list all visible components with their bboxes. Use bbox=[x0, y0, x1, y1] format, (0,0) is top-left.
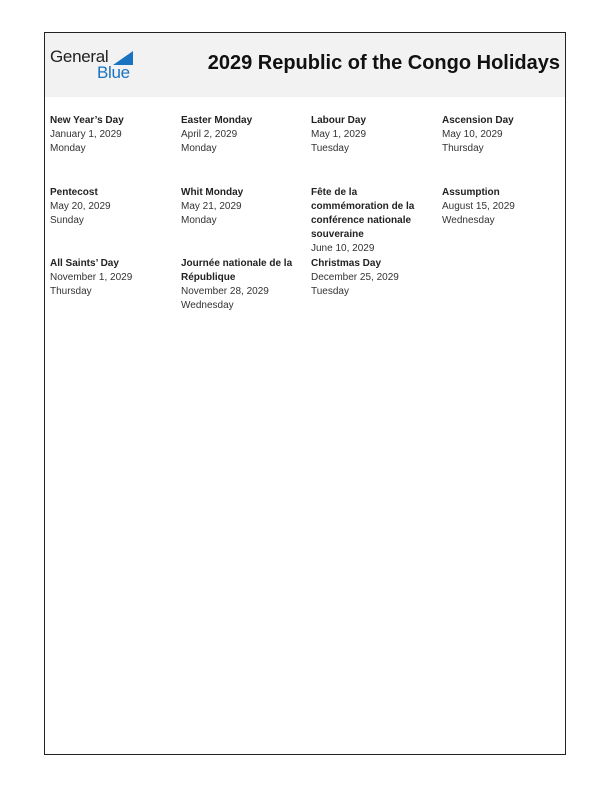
holiday-item bbox=[311, 257, 435, 299]
holiday-weekday: Sunday bbox=[50, 215, 84, 226]
holiday-name: New Year’s Day bbox=[50, 115, 124, 126]
holiday-name: Christmas Day bbox=[311, 258, 382, 269]
holiday-name: All Saints’ Day bbox=[50, 258, 119, 269]
holiday-weekday: Thursday bbox=[50, 286, 92, 297]
holiday-weekday: Tuesday bbox=[311, 143, 349, 154]
holiday-weekday: Wednesday bbox=[442, 215, 495, 226]
holiday-date: May 10, 2029 bbox=[442, 129, 503, 140]
holiday-name: Labour Day bbox=[311, 115, 367, 126]
holiday-date: November 28, 2029 bbox=[181, 286, 269, 297]
holiday-weekday: Monday bbox=[181, 215, 217, 226]
holiday-name: Ascension Day bbox=[442, 115, 514, 126]
holiday-date: January 1, 2029 bbox=[50, 129, 122, 140]
holiday-date: April 2, 2029 bbox=[181, 129, 238, 140]
page-frame bbox=[44, 32, 566, 755]
holiday-item bbox=[442, 114, 566, 156]
holiday-weekday: Wednesday bbox=[181, 300, 234, 311]
holiday-date: May 21, 2029 bbox=[181, 201, 242, 212]
holiday-date: June 10, 2029 bbox=[311, 243, 375, 254]
holiday-name: Journée nationale de la République bbox=[181, 258, 293, 283]
holiday-date: May 1, 2029 bbox=[311, 129, 367, 140]
holiday-name: Whit Monday bbox=[181, 187, 244, 198]
holiday-weekday: Monday bbox=[181, 143, 217, 154]
generalblue-logo bbox=[50, 47, 140, 83]
holiday-item bbox=[442, 186, 566, 228]
holiday-weekday: Tuesday bbox=[311, 286, 349, 297]
holiday-weekday: Monday bbox=[50, 143, 86, 154]
holiday-item bbox=[50, 114, 174, 156]
holiday-item bbox=[181, 114, 305, 156]
holiday-item bbox=[181, 186, 305, 228]
holiday-weekday: Thursday bbox=[442, 143, 484, 154]
holiday-name: Assumption bbox=[442, 187, 500, 198]
holiday-item bbox=[50, 186, 174, 228]
holiday-item bbox=[311, 114, 435, 156]
page-title: 2029 Republic of the Congo Holidays bbox=[207, 52, 560, 74]
holiday-item bbox=[311, 186, 423, 256]
holiday-date: May 20, 2029 bbox=[50, 201, 111, 212]
holiday-item bbox=[181, 257, 299, 313]
holiday-date: August 15, 2029 bbox=[442, 201, 515, 212]
holiday-name: Fête de la commémoration de la conférence nationale souveraine bbox=[311, 187, 415, 240]
header bbox=[45, 33, 565, 97]
logo-general-text: General bbox=[50, 47, 109, 66]
logo-blue-text: Blue bbox=[97, 63, 130, 82]
holiday-item bbox=[50, 257, 174, 299]
holiday-name: Pentecost bbox=[50, 187, 98, 198]
holiday-date: November 1, 2029 bbox=[50, 272, 133, 283]
holiday-date: December 25, 2029 bbox=[311, 272, 399, 283]
holiday-name: Easter Monday bbox=[181, 115, 253, 126]
